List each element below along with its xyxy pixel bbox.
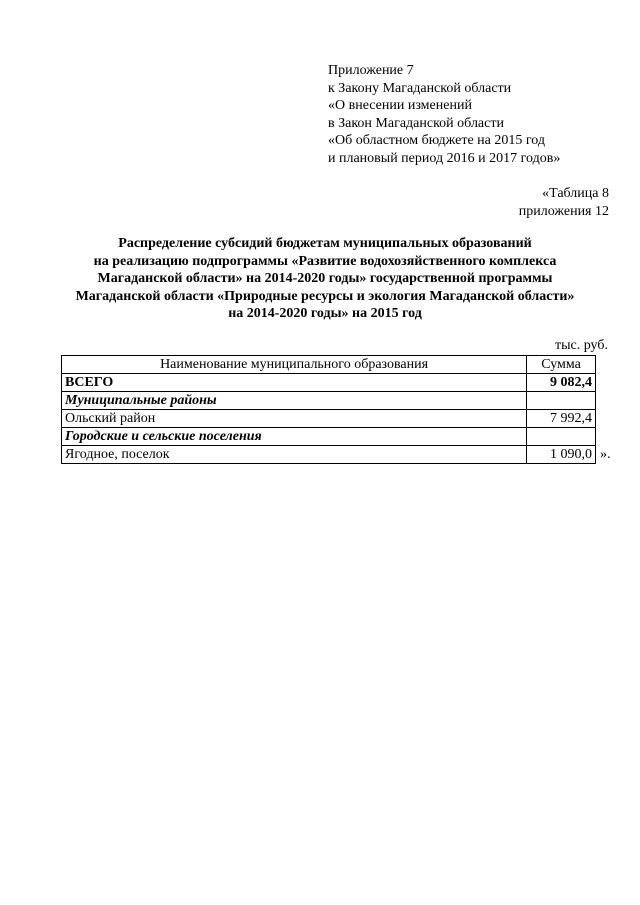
group-sum-cell bbox=[527, 392, 596, 410]
table-row-total bbox=[62, 374, 596, 392]
group-sum-cell bbox=[527, 428, 596, 446]
attachment-line: «О внесении изменений bbox=[328, 98, 472, 114]
title-line: Магаданской области «Природные ресурсы и экология Магаданской области» bbox=[75, 288, 575, 304]
table-row bbox=[62, 446, 596, 464]
attachment-line: «Об областном бюджете на 2015 год bbox=[328, 133, 545, 149]
attachment-line: Приложение 7 bbox=[328, 63, 414, 78]
subsidies-table bbox=[61, 355, 596, 464]
header-sum-cell: Сумма bbox=[527, 356, 596, 374]
group-name-cell: Городские и сельские поселения bbox=[62, 428, 527, 446]
table-reference bbox=[519, 185, 609, 220]
title-line: на реализацию подпрограммы «Развитие водохозяйственного комплекса bbox=[93, 253, 557, 269]
table-ref-line: «Таблица 8 bbox=[542, 186, 609, 201]
attachment-line: в Закон Магаданской области bbox=[328, 115, 504, 131]
document-title bbox=[40, 235, 610, 323]
row-sum-cell: 1 090,0 bbox=[527, 446, 596, 464]
table-row-group bbox=[62, 428, 596, 446]
title-line: на 2014-2020 годы» на 2015 год bbox=[228, 306, 422, 322]
attachment-line: и плановый период 2016 и 2017 годов» bbox=[328, 150, 561, 166]
attachment-line: к Закону Магаданской области bbox=[328, 80, 512, 96]
row-name-cell: Ольский район bbox=[62, 410, 527, 428]
row-name-cell: Ягодное, поселок bbox=[62, 446, 527, 464]
table-row bbox=[62, 410, 596, 428]
unit-label: тыс. руб. bbox=[555, 338, 608, 353]
header-name-cell: Наименование муниципального образования bbox=[62, 356, 527, 374]
row-sum-cell: 7 992,4 bbox=[527, 410, 596, 428]
title-line: Распределение субсидий бюджетам муниципальных образований bbox=[118, 236, 532, 251]
attachment-header bbox=[328, 62, 560, 168]
table-row-group bbox=[62, 392, 596, 410]
total-sum-cell: 9 082,4 bbox=[527, 374, 596, 392]
group-name-cell: Муниципальные районы bbox=[62, 392, 527, 410]
total-name-cell: ВСЕГО bbox=[62, 374, 527, 392]
table-ref-line: приложения 12 bbox=[518, 203, 609, 219]
title-line: Магаданской области» на 2014-2020 годы» государственной программы bbox=[97, 271, 553, 287]
closing-quote-mark: ». bbox=[600, 447, 611, 462]
table-header-row bbox=[62, 356, 596, 374]
